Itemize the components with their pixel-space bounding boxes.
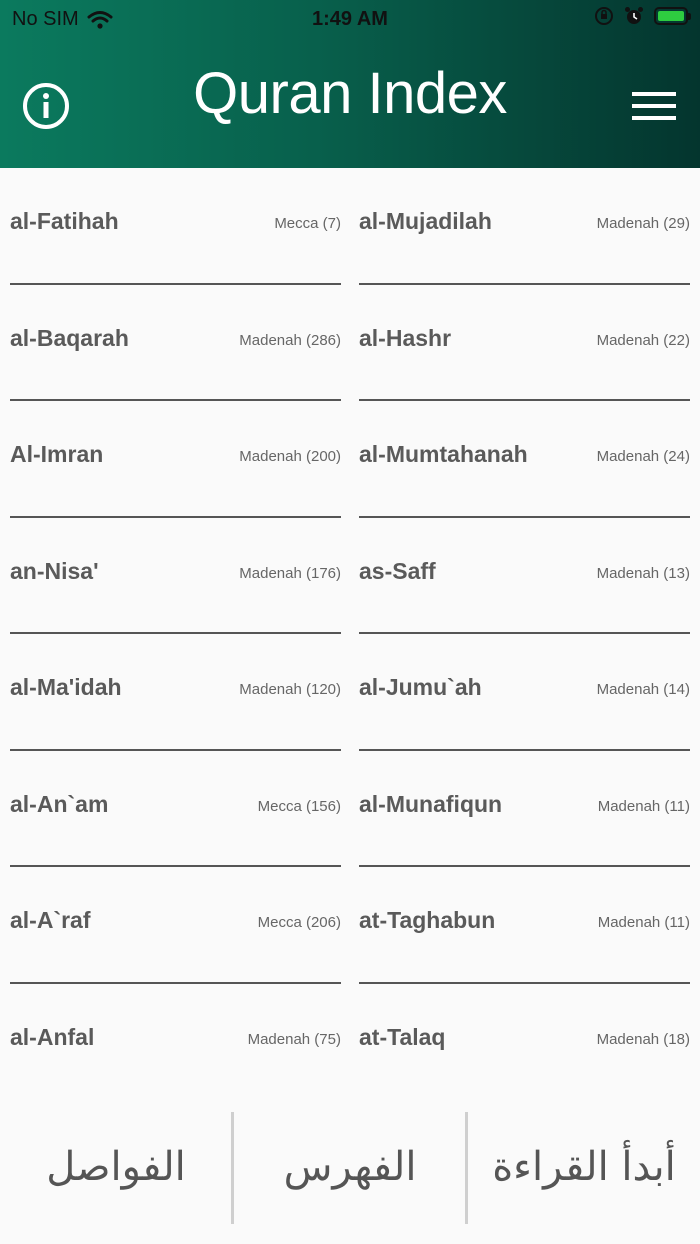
surah-name: al-Fatihah xyxy=(10,208,119,234)
surah-row[interactable] xyxy=(359,634,690,751)
surah-meta: Madenah (286) xyxy=(239,331,341,349)
battery-icon xyxy=(654,7,688,25)
surah-meta: Mecca (156) xyxy=(257,797,341,815)
surah-name: al-An`am xyxy=(10,790,109,817)
surah-row[interactable] xyxy=(10,285,341,402)
surah-meta: Mecca (206) xyxy=(257,914,341,931)
surah-name: at-Taghabun xyxy=(359,907,496,933)
surah-row[interactable] xyxy=(10,634,341,751)
surah-name: al-Jumu`ah xyxy=(359,674,482,700)
surah-meta: Madenah (11) xyxy=(597,797,690,815)
surah-meta: Madenah (200) xyxy=(239,448,341,465)
status-right xyxy=(594,6,688,26)
orientation-lock-icon xyxy=(594,6,614,26)
surah-name: at-Talaq xyxy=(359,1023,446,1050)
surah-row[interactable] xyxy=(10,984,341,1101)
surah-name: al-A`raf xyxy=(10,907,91,933)
surah-row[interactable] xyxy=(10,518,341,635)
surah-name: as-Saff xyxy=(359,557,436,584)
surah-name: al-Munafiqun xyxy=(359,790,503,817)
bottom-tab-bar xyxy=(0,1090,700,1244)
surah-row[interactable] xyxy=(359,401,690,518)
surah-row[interactable] xyxy=(359,518,690,635)
surah-name: al-Anfal xyxy=(10,1023,95,1050)
surah-row[interactable] xyxy=(10,168,341,285)
surah-row[interactable] xyxy=(359,751,690,868)
surah-meta: Madenah (120) xyxy=(239,681,341,698)
surah-name: an-Nisa' xyxy=(10,557,99,584)
surah-row[interactable] xyxy=(10,867,341,984)
page-title: Quran Index xyxy=(193,61,507,126)
carrier-label: No SIM xyxy=(12,8,79,30)
surah-row[interactable] xyxy=(10,401,341,518)
status-time: 1:49 AM xyxy=(312,8,388,30)
tab-start-reading[interactable]: أبدأ القراءة xyxy=(492,1144,676,1190)
surah-meta: Madenah (29) xyxy=(596,215,690,232)
surah-name: Al-Imran xyxy=(10,441,104,467)
surah-meta: Madenah (13) xyxy=(596,564,690,582)
surah-meta: Madenah (18) xyxy=(596,1030,690,1048)
surah-meta: Madenah (22) xyxy=(596,331,690,349)
surah-meta: Madenah (176) xyxy=(239,564,341,582)
surah-row[interactable] xyxy=(359,867,690,984)
surah-name: al-Ma'idah xyxy=(10,674,122,700)
surah-name: al-Baqarah xyxy=(10,324,129,351)
surah-meta: Mecca (7) xyxy=(274,215,341,232)
surah-row[interactable] xyxy=(359,168,690,285)
hamburger-menu-icon[interactable] xyxy=(630,86,678,126)
surah-meta: Madenah (11) xyxy=(597,914,690,931)
surah-name: al-Hashr xyxy=(359,324,452,351)
surah-name: al-Mumtahanah xyxy=(359,441,528,467)
app-header xyxy=(0,0,700,168)
surah-row[interactable] xyxy=(10,751,341,868)
surah-name: al-Mujadilah xyxy=(359,208,492,234)
alarm-icon xyxy=(624,6,644,26)
surah-meta: Madenah (75) xyxy=(247,1030,341,1048)
surah-row[interactable] xyxy=(359,285,690,402)
tab-index[interactable]: الفهرس xyxy=(283,1144,417,1190)
surah-meta: Madenah (24) xyxy=(596,448,690,465)
surah-list xyxy=(0,168,700,1090)
status-bar xyxy=(0,0,700,40)
surah-meta: Madenah (14) xyxy=(596,681,690,698)
tab-bookmarks[interactable]: الفواصل xyxy=(46,1144,186,1190)
surah-column-left xyxy=(10,168,341,1100)
surah-row[interactable] xyxy=(359,984,690,1101)
surah-column-right xyxy=(359,168,690,1100)
